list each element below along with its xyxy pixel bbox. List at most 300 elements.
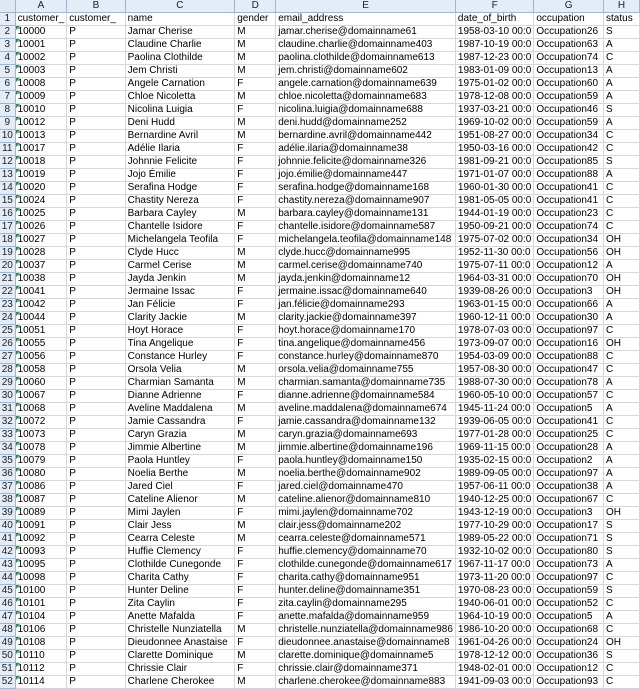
cell[interactable]: C <box>604 598 640 611</box>
cell[interactable] <box>15 26 67 39</box>
cell[interactable] <box>15 247 67 260</box>
cell[interactable]: bernardine.avril@domainname442 <box>276 130 456 143</box>
cell[interactable]: P <box>67 65 125 78</box>
header-cell[interactable]: occupation <box>534 13 604 26</box>
cell[interactable]: 1978-12-08 00:0 <box>455 91 533 104</box>
cell[interactable]: Clyde Hucc <box>125 247 235 260</box>
cell[interactable]: chastity.nereza@domainname907 <box>276 195 456 208</box>
cell[interactable]: 1957-08-30 00:0 <box>455 364 533 377</box>
row-header[interactable]: 7 <box>0 91 15 104</box>
cell[interactable]: P <box>67 572 125 585</box>
row-header[interactable]: 44 <box>0 572 15 585</box>
cell[interactable]: F <box>235 169 276 182</box>
cell[interactable]: F <box>235 663 276 676</box>
cell[interactable]: dianne.adrienne@domainname584 <box>276 390 456 403</box>
row-header[interactable]: 10 <box>0 130 15 143</box>
row-header[interactable]: 41 <box>0 533 15 546</box>
cell[interactable]: Occupation70 <box>534 273 604 286</box>
cell[interactable]: P <box>67 520 125 533</box>
cell[interactable]: C <box>604 624 640 637</box>
cell[interactable]: A <box>604 403 640 416</box>
cell[interactable]: F <box>235 104 276 117</box>
cell[interactable]: Occupation12 <box>534 260 604 273</box>
row-header[interactable]: 18 <box>0 234 15 247</box>
cell[interactable]: P <box>67 676 125 689</box>
cell[interactable]: M <box>235 520 276 533</box>
cell[interactable]: clothilde.cunegonde@domainname617 <box>276 559 456 572</box>
cell[interactable]: 1963-01-15 00:0 <box>455 299 533 312</box>
cell[interactable]: paola.huntley@domainname150 <box>276 455 456 468</box>
cell[interactable]: hoyt.horace@domainname170 <box>276 325 456 338</box>
cell[interactable]: M <box>235 26 276 39</box>
cell[interactable] <box>15 416 67 429</box>
cell[interactable]: P <box>67 455 125 468</box>
cell[interactable] <box>15 156 67 169</box>
cell[interactable]: Aveline Maddalena <box>125 403 235 416</box>
cell[interactable] <box>15 663 67 676</box>
cell[interactable]: Jojo Émilie <box>125 169 235 182</box>
cell[interactable]: A <box>604 611 640 624</box>
cell[interactable]: M <box>235 429 276 442</box>
row-header[interactable]: 12 <box>0 156 15 169</box>
cell[interactable]: P <box>67 624 125 637</box>
cell[interactable]: C <box>604 494 640 507</box>
cell[interactable]: M <box>235 494 276 507</box>
cell[interactable]: 1960-12-11 00:0 <box>455 312 533 325</box>
cell[interactable]: P <box>67 26 125 39</box>
cell[interactable]: cearra.celeste@domainname571 <box>276 533 456 546</box>
cell[interactable]: zita.caylin@domainname295 <box>276 598 456 611</box>
cell[interactable]: P <box>67 195 125 208</box>
cell[interactable]: F <box>235 143 276 156</box>
cell[interactable] <box>15 312 67 325</box>
cell[interactable]: C <box>604 195 640 208</box>
cell[interactable]: Occupation88 <box>534 169 604 182</box>
cell[interactable]: A <box>604 312 640 325</box>
cell[interactable]: Occupation97 <box>534 468 604 481</box>
cell[interactable] <box>15 364 67 377</box>
cell[interactable]: Occupation57 <box>534 390 604 403</box>
row-header[interactable]: 34 <box>0 442 15 455</box>
cell[interactable]: 1958-03-10 00:0 <box>455 26 533 39</box>
cell[interactable]: Occupation24 <box>534 637 604 650</box>
row-header[interactable]: 13 <box>0 169 15 182</box>
cell[interactable]: F <box>235 299 276 312</box>
cell[interactable]: jem.christi@domainname602 <box>276 65 456 78</box>
cell[interactable]: Charmian Samanta <box>125 377 235 390</box>
cell[interactable]: Occupation16 <box>534 338 604 351</box>
cell[interactable]: M <box>235 117 276 130</box>
cell[interactable]: Chloe Nicoletta <box>125 91 235 104</box>
cell[interactable]: 1943-12-19 00:0 <box>455 507 533 520</box>
header-cell[interactable]: email_address <box>276 13 456 26</box>
cell[interactable]: 1971-01-07 00:0 <box>455 169 533 182</box>
cell[interactable]: Occupation74 <box>534 52 604 65</box>
cell[interactable]: Occupation73 <box>534 559 604 572</box>
cell[interactable]: Hunter Deline <box>125 585 235 598</box>
row-header[interactable]: 48 <box>0 624 15 637</box>
cell[interactable]: Charita Cathy <box>125 572 235 585</box>
row-header[interactable]: 46 <box>0 598 15 611</box>
row-header[interactable]: 47 <box>0 611 15 624</box>
cell[interactable] <box>15 130 67 143</box>
cell[interactable]: Claudine Charlie <box>125 39 235 52</box>
cell[interactable] <box>15 208 67 221</box>
cell[interactable]: P <box>67 325 125 338</box>
row-header[interactable]: 14 <box>0 182 15 195</box>
cell[interactable]: C <box>604 221 640 234</box>
cell[interactable]: deni.hudd@domainname252 <box>276 117 456 130</box>
cell[interactable] <box>15 234 67 247</box>
cell[interactable]: A <box>604 481 640 494</box>
cell[interactable]: jimmie.albertine@domainname196 <box>276 442 456 455</box>
cell[interactable] <box>15 676 67 689</box>
cell[interactable]: 1969-11-15 00:0 <box>455 442 533 455</box>
cell[interactable]: Dianne Adrienne <box>125 390 235 403</box>
cell[interactable]: F <box>235 455 276 468</box>
cell[interactable]: F <box>235 221 276 234</box>
cell[interactable]: hunter.deline@domainname351 <box>276 585 456 598</box>
cell[interactable]: A <box>604 169 640 182</box>
column-header[interactable]: G <box>534 0 604 13</box>
cell[interactable]: M <box>235 39 276 52</box>
cell[interactable]: C <box>604 390 640 403</box>
cell[interactable]: 1978-12-12 00:0 <box>455 650 533 663</box>
cell[interactable]: Jermaine Issac <box>125 286 235 299</box>
cell[interactable] <box>15 520 67 533</box>
cell[interactable]: Occupation93 <box>534 676 604 689</box>
cell[interactable]: Occupation97 <box>534 572 604 585</box>
row-header[interactable]: 31 <box>0 403 15 416</box>
cell[interactable]: P <box>67 507 125 520</box>
cell[interactable]: jared.ciel@domainname470 <box>276 481 456 494</box>
cell[interactable]: Occupation88 <box>534 351 604 364</box>
row-header[interactable]: 2 <box>0 26 15 39</box>
cell[interactable]: 1988-07-30 00:0 <box>455 377 533 390</box>
cell[interactable]: Chastity Nereza <box>125 195 235 208</box>
cell[interactable]: anette.mafalda@domainname959 <box>276 611 456 624</box>
cell[interactable] <box>15 559 67 572</box>
cell[interactable] <box>15 455 67 468</box>
cell[interactable]: OH <box>604 507 640 520</box>
cell[interactable]: Occupation78 <box>534 377 604 390</box>
cell[interactable]: Charlene Cherokee <box>125 676 235 689</box>
cell[interactable] <box>15 481 67 494</box>
cell[interactable] <box>15 377 67 390</box>
cell[interactable]: Occupation46 <box>534 104 604 117</box>
cell[interactable]: Johnnie Felicite <box>125 156 235 169</box>
row-header[interactable]: 19 <box>0 247 15 260</box>
row-header[interactable]: 38 <box>0 494 15 507</box>
cell[interactable]: caryn.grazia@domainname693 <box>276 429 456 442</box>
cell[interactable]: P <box>67 637 125 650</box>
cell[interactable]: F <box>235 611 276 624</box>
cell[interactable]: dieudonnee.anastaise@domainname8 <box>276 637 456 650</box>
header-cell[interactable]: status <box>604 13 640 26</box>
cell[interactable] <box>15 637 67 650</box>
cell[interactable]: P <box>67 312 125 325</box>
cell[interactable]: Caryn Grazia <box>125 429 235 442</box>
cell[interactable]: F <box>235 78 276 91</box>
cell[interactable]: Occupation30 <box>534 312 604 325</box>
column-header[interactable]: A <box>15 0 67 13</box>
cell[interactable]: P <box>67 598 125 611</box>
row-header[interactable]: 15 <box>0 195 15 208</box>
cell[interactable]: carmel.cerise@domainname740 <box>276 260 456 273</box>
cell[interactable] <box>15 650 67 663</box>
cell[interactable]: S <box>604 585 640 598</box>
cell[interactable]: P <box>67 208 125 221</box>
cell[interactable]: C <box>604 351 640 364</box>
cell[interactable] <box>15 351 67 364</box>
cell[interactable]: P <box>67 117 125 130</box>
row-header[interactable]: 26 <box>0 338 15 351</box>
cell[interactable]: Clothilde Cunegonde <box>125 559 235 572</box>
cell[interactable]: M <box>235 312 276 325</box>
row-header[interactable]: 52 <box>0 676 15 689</box>
cell[interactable]: 1975-07-02 00:0 <box>455 234 533 247</box>
cell[interactable]: nicolina.luigia@domainname688 <box>276 104 456 117</box>
row-header[interactable]: 40 <box>0 520 15 533</box>
cell[interactable] <box>15 390 67 403</box>
cell[interactable] <box>15 624 67 637</box>
cell[interactable]: Occupation66 <box>534 299 604 312</box>
cell[interactable]: 1987-10-19 00:0 <box>455 39 533 52</box>
cell[interactable]: Dieudonnee Anastaise <box>125 637 235 650</box>
cell[interactable]: Mimi Jaylen <box>125 507 235 520</box>
cell[interactable]: S <box>604 156 640 169</box>
cell[interactable]: Occupation17 <box>534 520 604 533</box>
cell[interactable] <box>15 52 67 65</box>
cell[interactable]: OH <box>604 234 640 247</box>
cell[interactable]: Tina Angelique <box>125 338 235 351</box>
cell[interactable]: Occupation52 <box>534 598 604 611</box>
cell[interactable] <box>15 507 67 520</box>
cell[interactable]: P <box>67 299 125 312</box>
cell[interactable]: 1944-01-19 00:0 <box>455 208 533 221</box>
cell[interactable]: P <box>67 429 125 442</box>
cell[interactable]: P <box>67 78 125 91</box>
cell[interactable]: constance.hurley@domainname870 <box>276 351 456 364</box>
cell[interactable]: 1981-05-05 00:0 <box>455 195 533 208</box>
cell[interactable]: P <box>67 91 125 104</box>
cell[interactable]: A <box>604 65 640 78</box>
cell[interactable]: A <box>604 260 640 273</box>
row-header[interactable]: 29 <box>0 377 15 390</box>
cell[interactable]: Occupation34 <box>534 234 604 247</box>
cell[interactable] <box>15 39 67 52</box>
cell[interactable]: Chantelle Isidore <box>125 221 235 234</box>
cell[interactable] <box>15 598 67 611</box>
cell[interactable]: jamar.cherise@domainname61 <box>276 26 456 39</box>
cell[interactable]: Barbara Cayley <box>125 208 235 221</box>
cell[interactable]: 1969-10-02 00:0 <box>455 117 533 130</box>
cell[interactable]: Clair Jess <box>125 520 235 533</box>
cell[interactable]: 1935-02-15 00:0 <box>455 455 533 468</box>
row-header[interactable]: 8 <box>0 104 15 117</box>
cell[interactable]: Occupation59 <box>534 117 604 130</box>
cell[interactable]: Noelia Berthe <box>125 468 235 481</box>
cell[interactable]: Occupation12 <box>534 663 604 676</box>
cell[interactable]: Michelangela Teofila <box>125 234 235 247</box>
cell[interactable]: michelangela.teofila@domainname148 <box>276 234 456 247</box>
cell[interactable]: P <box>67 377 125 390</box>
cell[interactable]: clair.jess@domainname202 <box>276 520 456 533</box>
cell[interactable] <box>15 143 67 156</box>
cell[interactable]: A <box>604 117 640 130</box>
cell[interactable]: Occupation3 <box>534 507 604 520</box>
cell[interactable]: Clarity Jackie <box>125 312 235 325</box>
cell[interactable]: Paolina Clothilde <box>125 52 235 65</box>
column-header[interactable]: C <box>125 0 235 13</box>
cell[interactable]: Bernardine Avril <box>125 130 235 143</box>
cell[interactable]: P <box>67 611 125 624</box>
cell[interactable]: M <box>235 468 276 481</box>
cell[interactable]: 1952-11-30 00:0 <box>455 247 533 260</box>
cell[interactable]: F <box>235 325 276 338</box>
cell[interactable] <box>15 468 67 481</box>
cell[interactable]: P <box>67 338 125 351</box>
cell[interactable]: Occupation71 <box>534 533 604 546</box>
cell[interactable]: P <box>67 39 125 52</box>
row-header[interactable]: 30 <box>0 390 15 403</box>
cell[interactable]: M <box>235 65 276 78</box>
cell[interactable] <box>15 546 67 559</box>
cell[interactable]: jamie.cassandra@domainname132 <box>276 416 456 429</box>
row-header[interactable]: 43 <box>0 559 15 572</box>
cell[interactable]: OH <box>604 286 640 299</box>
cell[interactable]: C <box>604 325 640 338</box>
cell[interactable] <box>15 299 67 312</box>
cell[interactable] <box>15 338 67 351</box>
cell[interactable]: 1975-01-02 00:0 <box>455 78 533 91</box>
cell[interactable]: 1932-10-02 00:0 <box>455 546 533 559</box>
cell[interactable]: jayda.jenkin@domainname12 <box>276 273 456 286</box>
row-header[interactable]: 51 <box>0 663 15 676</box>
cell[interactable]: Cateline Alienor <box>125 494 235 507</box>
cell[interactable]: Occupation41 <box>534 416 604 429</box>
row-header[interactable]: 5 <box>0 65 15 78</box>
cell[interactable]: aveline.maddalena@domainname674 <box>276 403 456 416</box>
cell[interactable]: OH <box>604 273 640 286</box>
cell[interactable] <box>15 260 67 273</box>
cell[interactable] <box>15 65 67 78</box>
cell[interactable]: 1987-12-23 00:0 <box>455 52 533 65</box>
cell[interactable]: 1960-05-10 00:0 <box>455 390 533 403</box>
cell[interactable]: Occupation41 <box>534 195 604 208</box>
cell[interactable]: clyde.hucc@domainname995 <box>276 247 456 260</box>
cell[interactable]: A <box>604 442 640 455</box>
row-header[interactable]: 35 <box>0 455 15 468</box>
cell[interactable]: F <box>235 416 276 429</box>
row-header[interactable]: 49 <box>0 637 15 650</box>
cell[interactable]: 1973-09-07 00:0 <box>455 338 533 351</box>
cell[interactable]: 1977-10-29 00:0 <box>455 520 533 533</box>
cell[interactable]: F <box>235 481 276 494</box>
cell[interactable]: chloe.nicoletta@domainname683 <box>276 91 456 104</box>
cell[interactable]: charlene.cherokee@domainname883 <box>276 676 456 689</box>
cell[interactable]: Occupation63 <box>534 39 604 52</box>
cell[interactable]: Occupation97 <box>534 325 604 338</box>
cell[interactable]: Clarette Dominique <box>125 650 235 663</box>
cell[interactable]: C <box>604 208 640 221</box>
cell[interactable]: orsola.velia@domainname755 <box>276 364 456 377</box>
cell[interactable]: M <box>235 650 276 663</box>
header-cell[interactable]: gender <box>235 13 276 26</box>
cell[interactable]: serafina.hodge@domainname168 <box>276 182 456 195</box>
cell[interactable]: S <box>604 104 640 117</box>
cell[interactable]: F <box>235 507 276 520</box>
cell[interactable]: C <box>604 130 640 143</box>
cell[interactable]: Occupation38 <box>534 481 604 494</box>
cell[interactable]: A <box>604 455 640 468</box>
cell[interactable]: P <box>67 481 125 494</box>
cell[interactable]: P <box>67 260 125 273</box>
cell[interactable]: 1941-09-03 00:0 <box>455 676 533 689</box>
cell[interactable] <box>15 195 67 208</box>
cell[interactable]: 1983-01-09 00:0 <box>455 65 533 78</box>
cell[interactable]: Chrissie Clair <box>125 663 235 676</box>
cell[interactable]: Constance Hurley <box>125 351 235 364</box>
cell[interactable]: A <box>604 39 640 52</box>
cell[interactable]: 1967-11-17 00:0 <box>455 559 533 572</box>
cell[interactable]: 1973-11-20 00:0 <box>455 572 533 585</box>
cell[interactable]: C <box>604 52 640 65</box>
cell[interactable]: F <box>235 338 276 351</box>
cell[interactable] <box>15 429 67 442</box>
cell[interactable] <box>15 182 67 195</box>
cell[interactable]: P <box>67 546 125 559</box>
cell[interactable]: F <box>235 585 276 598</box>
cell[interactable]: Occupation5 <box>534 403 604 416</box>
row-header[interactable]: 27 <box>0 351 15 364</box>
cell[interactable]: Jared Ciel <box>125 481 235 494</box>
column-header[interactable]: D <box>235 0 276 13</box>
row-header[interactable]: 39 <box>0 507 15 520</box>
cell[interactable]: 1939-08-26 00:0 <box>455 286 533 299</box>
cell[interactable]: Occupation42 <box>534 143 604 156</box>
cell[interactable]: cateline.alienor@domainname810 <box>276 494 456 507</box>
header-cell[interactable]: customer_ <box>67 13 125 26</box>
cell[interactable]: P <box>67 234 125 247</box>
cell[interactable]: chantelle.isidore@domainname587 <box>276 221 456 234</box>
row-header[interactable]: 20 <box>0 260 15 273</box>
cell[interactable]: A <box>604 91 640 104</box>
cell[interactable]: S <box>604 26 640 39</box>
cell[interactable]: 1945-11-24 00:0 <box>455 403 533 416</box>
row-header[interactable]: 11 <box>0 143 15 156</box>
cell[interactable]: jermaine.issac@domainname640 <box>276 286 456 299</box>
cell[interactable]: S <box>604 546 640 559</box>
cell[interactable]: jan.félicie@domainname293 <box>276 299 456 312</box>
cell[interactable]: 1940-06-01 00:0 <box>455 598 533 611</box>
row-header[interactable]: 23 <box>0 299 15 312</box>
cell[interactable]: M <box>235 260 276 273</box>
cell[interactable]: F <box>235 546 276 559</box>
row-header[interactable]: 22 <box>0 286 15 299</box>
cell[interactable]: M <box>235 91 276 104</box>
cell[interactable]: C <box>604 676 640 689</box>
cell[interactable]: Cearra Celeste <box>125 533 235 546</box>
row-header[interactable]: 21 <box>0 273 15 286</box>
cell[interactable]: 1964-10-19 00:0 <box>455 611 533 624</box>
cell[interactable] <box>15 117 67 130</box>
cell[interactable]: A <box>604 78 640 91</box>
cell[interactable]: F <box>235 390 276 403</box>
row-header[interactable]: 25 <box>0 325 15 338</box>
cell[interactable]: M <box>235 247 276 260</box>
cell[interactable]: OH <box>604 338 640 351</box>
